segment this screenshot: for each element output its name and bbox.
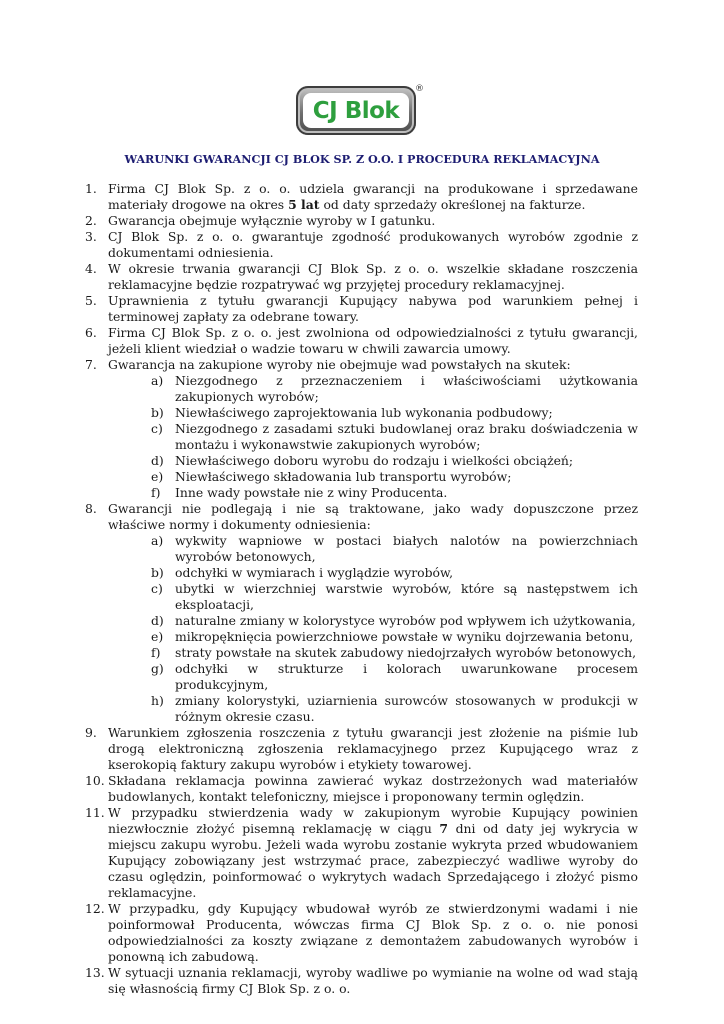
term-text: W okresie trwania gwarancji CJ Blok Sp. z o. o. wszelkie składane roszczenia reklamacyjne będzie rozpatrywać wg przyjętej procedury reklamacyjnej. bbox=[108, 261, 638, 292]
term-text-part: od daty sprzedaży określonej na fakturze. bbox=[319, 197, 586, 212]
sub-item-letter: d) bbox=[151, 453, 164, 468]
sub-item-text: odchyłki w strukturze i kolorach uwarunkowane procesem produkcyjnym, bbox=[175, 661, 638, 692]
term-number: 8. bbox=[85, 501, 97, 516]
term-item bbox=[85, 805, 638, 901]
term-number: 13. bbox=[85, 965, 105, 980]
term-item bbox=[85, 773, 638, 805]
sub-item-text: wykwity wapniowe w postaci białych nalotów na powierzchniach wyrobów betonowych, bbox=[175, 533, 638, 564]
term-item bbox=[85, 181, 638, 213]
logo-text: CJ Blok bbox=[312, 97, 400, 124]
term-text bbox=[108, 181, 638, 212]
term-number: 1. bbox=[85, 181, 97, 196]
logo-inner bbox=[303, 93, 409, 128]
sub-item-letter: g) bbox=[151, 661, 164, 676]
sub-item bbox=[151, 469, 638, 485]
term-item bbox=[85, 229, 638, 261]
sub-item bbox=[151, 581, 638, 613]
term-text-part: W przypadku stwierdzenia wady w zakupionym wyrobie Kupujący powinien niezwłocznie złożyć pisemną reklamację w ciągu bbox=[108, 805, 638, 836]
sub-item-letter: b) bbox=[151, 405, 164, 420]
document-title: WARUNKI GWARANCJI CJ BLOK SP. Z O.O. I PROCEDURA REKLAMACYJNA bbox=[124, 152, 600, 166]
sub-item-letter: c) bbox=[151, 421, 163, 436]
sub-item-letter: c) bbox=[151, 581, 163, 596]
term-number: 4. bbox=[85, 261, 97, 276]
term-text-part: Firma CJ Blok Sp. z o. o. udziela gwarancji na produkowane i sprzedawane materiały drogowe na okres bbox=[108, 181, 638, 212]
term-number: 11. bbox=[85, 805, 105, 820]
term-number: 5. bbox=[85, 293, 97, 308]
term-emphasis: 5 lat bbox=[288, 197, 320, 212]
sub-item-letter: f) bbox=[151, 645, 161, 660]
term-number: 10. bbox=[85, 773, 105, 788]
term-number: 12. bbox=[85, 901, 105, 916]
sub-item-text: Niewłaściwego składowania lub transportu wyrobów; bbox=[175, 469, 512, 484]
sub-item-text: zmiany kolorystyki, uziarnienia surowców stosowanych w produkcji w różnym okresie czasu. bbox=[175, 693, 638, 724]
sub-item-text: Niezgodnego z przeznaczeniem i właściwościami użytkowania zakupionych wyrobów; bbox=[175, 373, 638, 404]
term-item bbox=[85, 501, 638, 725]
term-text: CJ Blok Sp. z o. o. gwarantuje zgodność produkowanych wyrobów zgodnie z dokumentami odniesienia. bbox=[108, 229, 638, 260]
term-item bbox=[85, 325, 638, 357]
term-text bbox=[108, 805, 638, 900]
term-emphasis: 7 bbox=[439, 821, 449, 836]
sub-item bbox=[151, 421, 638, 453]
sub-item-letter: d) bbox=[151, 613, 164, 628]
sub-item-letter: a) bbox=[151, 373, 164, 388]
term-text: Firma CJ Blok Sp. z o. o. jest zwolniona od odpowiedzialności z tytułu gwarancji, jeżeli klient wiedział o wadzie towaru w chwili zawarcia umowy. bbox=[108, 325, 638, 356]
sub-item bbox=[151, 373, 638, 405]
term-text: Uprawnienia z tytułu gwarancji Kupujący nabywa pod warunkiem pełnej i terminowej zapłaty za odebrane towary. bbox=[108, 293, 638, 324]
term-text: W sytuacji uznania reklamacji, wyroby wadliwe po wymianie na wolne od wad stają się własnością firmy CJ Blok Sp. z o. o. bbox=[108, 965, 638, 996]
sub-item bbox=[151, 485, 638, 501]
term-text: Gwarancja na zakupione wyroby nie obejmuje wad powstałych na skutek: bbox=[108, 357, 571, 372]
sub-item bbox=[151, 645, 638, 661]
sub-item bbox=[151, 613, 638, 629]
sub-item bbox=[151, 693, 638, 725]
sub-item-text: Inne wady powstałe nie z winy Producenta. bbox=[175, 485, 448, 500]
term-item bbox=[85, 357, 638, 501]
sub-item-letter: h) bbox=[151, 693, 164, 708]
term-item bbox=[85, 965, 638, 997]
term-number: 7. bbox=[85, 357, 97, 372]
term-text: Gwarancji nie podlegają i nie są traktowane, jako wady dopuszczone przez właściwe normy i dokumenty odniesienia: bbox=[108, 501, 638, 532]
sub-item-letter: e) bbox=[151, 629, 164, 644]
sub-item bbox=[151, 629, 638, 645]
logo-frame bbox=[296, 86, 416, 135]
term-text: Składana reklamacja powinna zawierać wykaz dostrzeżonych wad materiałów budowlanych, kontakt telefoniczny, miejsce i proponowany termin oględzin. bbox=[108, 773, 638, 804]
sub-item-text: straty powstałe na skutek zabudowy niedojrzałych wyrobów betonowych, bbox=[175, 645, 637, 660]
sub-item bbox=[151, 661, 638, 693]
company-logo bbox=[296, 86, 430, 138]
sub-item-letter: f) bbox=[151, 485, 161, 500]
sub-item bbox=[151, 533, 638, 565]
term-number: 2. bbox=[85, 213, 97, 228]
term-item bbox=[85, 293, 638, 325]
sub-item-text: mikropęknięcia powierzchniowe powstałe w wyniku dojrzewania betonu, bbox=[175, 629, 634, 644]
terms-list bbox=[85, 181, 638, 997]
sub-list bbox=[108, 533, 638, 725]
sub-item-text: odchyłki w wymiarach i wyglądzie wyrobów, bbox=[175, 565, 454, 580]
sub-list bbox=[108, 373, 638, 501]
registered-mark: ® bbox=[415, 84, 424, 94]
sub-item bbox=[151, 565, 638, 581]
term-number: 6. bbox=[85, 325, 97, 340]
term-item bbox=[85, 261, 638, 293]
sub-item bbox=[151, 453, 638, 469]
sub-item-letter: a) bbox=[151, 533, 164, 548]
term-item bbox=[85, 901, 638, 965]
sub-item bbox=[151, 405, 638, 421]
sub-item-letter: e) bbox=[151, 469, 164, 484]
sub-item-text: naturalne zmiany w kolorystyce wyrobów pod wpływem ich użytkowania, bbox=[175, 613, 636, 628]
term-number: 9. bbox=[85, 725, 97, 740]
term-text: Warunkiem zgłoszenia roszczenia z tytułu gwarancji jest złożenie na piśmie lub drogą elektroniczną zgłoszenia reklamacyjnego przez Kupującego wraz z kserokopią faktury zakupu wyrobów i etykiety towarowej. bbox=[108, 725, 638, 772]
sub-item-letter: b) bbox=[151, 565, 164, 580]
term-text: Gwarancja obejmuje wyłącznie wyroby w I gatunku. bbox=[108, 213, 436, 228]
sub-item-text: Niewłaściwego zaprojektowania lub wykonania podbudowy; bbox=[175, 405, 553, 420]
term-item bbox=[85, 725, 638, 773]
term-text: W przypadku, gdy Kupujący wbudował wyrób ze stwierdzonymi wadami i nie poinformował Producenta, wówczas firma CJ Blok Sp. z o. o. nie ponosi odpowiedzialności za koszty związane z demontażem zabudowanych wyrobów i ponowną ich zabudową. bbox=[108, 901, 638, 964]
sub-item-text: Niezgodnego z zasadami sztuki budowlanej oraz braku doświadczenia w montażu i wykonawstwie zakupionych wyrobów; bbox=[175, 421, 638, 452]
term-number: 3. bbox=[85, 229, 97, 244]
term-text-part: dni od daty jej wykrycia w miejscu zakupu wyrobu. Jeżeli wada wyrobu zostanie wykryta przed wbudowaniem Kupujący zobowiązany jest wstrzymać prace, zabezpieczyć wadliwe wyroby do czasu oględzin, poinformować o wykrytych wadach Sprzedającego i złożyć pismo reklamacyjne. bbox=[108, 821, 638, 900]
term-item bbox=[85, 213, 638, 229]
sub-item-text: Niewłaściwego doboru wyrobu do rodzaju i wielkości obciążeń; bbox=[175, 453, 574, 468]
sub-item-text: ubytki w wierzchniej warstwie wyrobów, które są następstwem ich eksploatacji, bbox=[175, 581, 638, 612]
